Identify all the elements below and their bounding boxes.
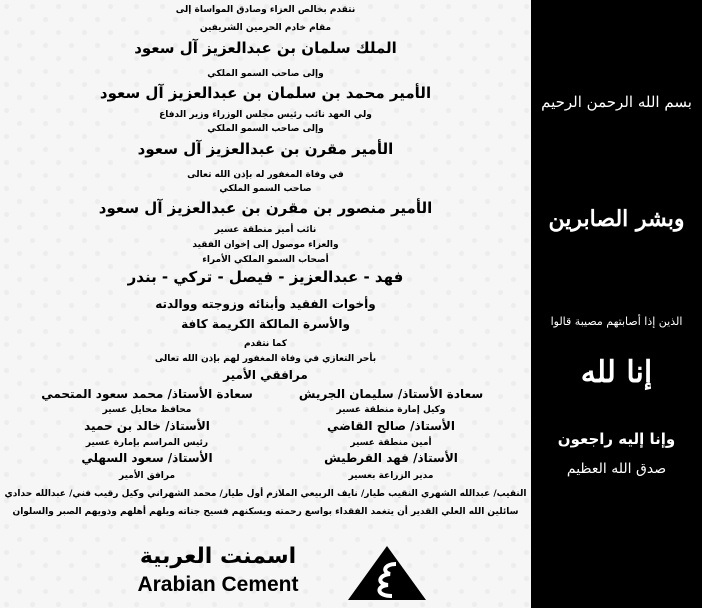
inna-lillah-calligraphy: إنا لله (580, 355, 653, 390)
companion-title: محافظ محايل عسير (102, 405, 192, 415)
royal-family-line: والأسرة المالكة الكريمة كافة (181, 317, 350, 331)
basmala-calligraphy: بسم الله الرحمن الرحيم (541, 93, 692, 111)
companion-name: سعادة الأستاذ/ محمد سعود المتحمي (41, 387, 253, 401)
custodian-line: مقام خادم الحرمين الشريفين (199, 23, 332, 33)
prayer-line: سائلين الله العلي القدير أن يتغمد الفقداء بواسع رحمته ويسكنهم فسيح جناته ويلهم أهلهم وذويهم الصبر والسلوان (12, 507, 519, 517)
continuing-line: والعزاء موصول إلى إخوان الفقيد (192, 240, 339, 250)
companion-title: رئيس المراسم بإمارة عسير (85, 438, 209, 448)
princes-line: أصحاب السمو الملكي الأمراء (202, 255, 329, 265)
companion-name: الأستاذ/ خالد بن حميد (84, 419, 210, 433)
condolence-line: في وفاة المغفور له بإذن الله تعالى (187, 170, 344, 180)
companion-title: مدير الزراعة بعسير (348, 471, 434, 481)
quran-verse-panel (531, 0, 702, 608)
also-condolence-line: بأحر التعازي في وفاة المغفور لهم بإذن الله تعالى (154, 354, 377, 364)
soldiers-names: النقيب/ عبدالله الشهري النقيب طيار/ نايف الربيعي الملازم أول طيار/ محمد الشهراني وكيل رقيب فني/ عبدالله حدادي (4, 489, 527, 499)
to-hrh-line: وإلى صاحب السمو الملكي (207, 69, 324, 79)
arabian-cement-logo-icon (346, 544, 428, 602)
brothers-names: فهد - عبدالعزيز - فيصل - تركي - بندر (127, 268, 404, 286)
companion-title: أمين منطقة عسير (350, 438, 432, 448)
companion-name: الأستاذ/ صالح القاضي (327, 419, 455, 433)
prince-muqrin-name: الأمير مقرن بن عبدالعزيز آل سعود (137, 140, 394, 158)
king-name: الملك سلمان بن عبدالعزيز آل سعود (134, 39, 397, 57)
family-line: وأخوات الفقيد وأبنائه وزوجته ووالدته (155, 297, 376, 311)
crown-prince-title: ولي العهد نائب رئيس مجلس الوزراء وزير الدفاع (159, 110, 372, 120)
wabashir-calligraphy: وبشر الصابرين (548, 206, 685, 232)
crown-prince-name: الأمير محمد بن سلمان بن عبدالعزيز آل سعود (99, 84, 432, 102)
also-line: كما نتقدم (243, 339, 288, 349)
companion-title: وكيل إمارة منطقة عسير (336, 405, 446, 415)
intro-line: نتقدم بخالص العزاء وصادق المواساة إلى (175, 5, 356, 15)
companion-name: سعادة الأستاذ/ سليمان الجريش (298, 387, 484, 401)
companion-name: الأستاذ/ فهد القرطيش (324, 451, 458, 465)
hrh-line: صاحب السمو الملكي (219, 184, 312, 194)
companions-heading: مرافقي الأمير (223, 368, 308, 382)
deceased-name: الأمير منصور بن مقرن بن عبدالعزيز آل سعود (98, 199, 433, 217)
logo-english-text: Arabian Cement (137, 573, 299, 596)
deceased-title: نائب أمير منطقة عسير (214, 225, 317, 235)
logo-arabic-text: اسمنت العربية (139, 544, 297, 569)
companion-name: الأستاذ/ سعود السهلي (81, 451, 213, 465)
to-hrh-line-2: وإلى صاحب السمو الملكي (207, 124, 324, 134)
companion-title: مرافق الأمير (118, 471, 176, 481)
wainna-ilayhi-calligraphy: وإنا إليه راجعون (557, 430, 676, 448)
verse-line: الذين إذا أصابتهم مصيبة قالوا (550, 315, 683, 328)
sadaqa-allah-calligraphy: صدق الله العظيم (566, 461, 667, 477)
